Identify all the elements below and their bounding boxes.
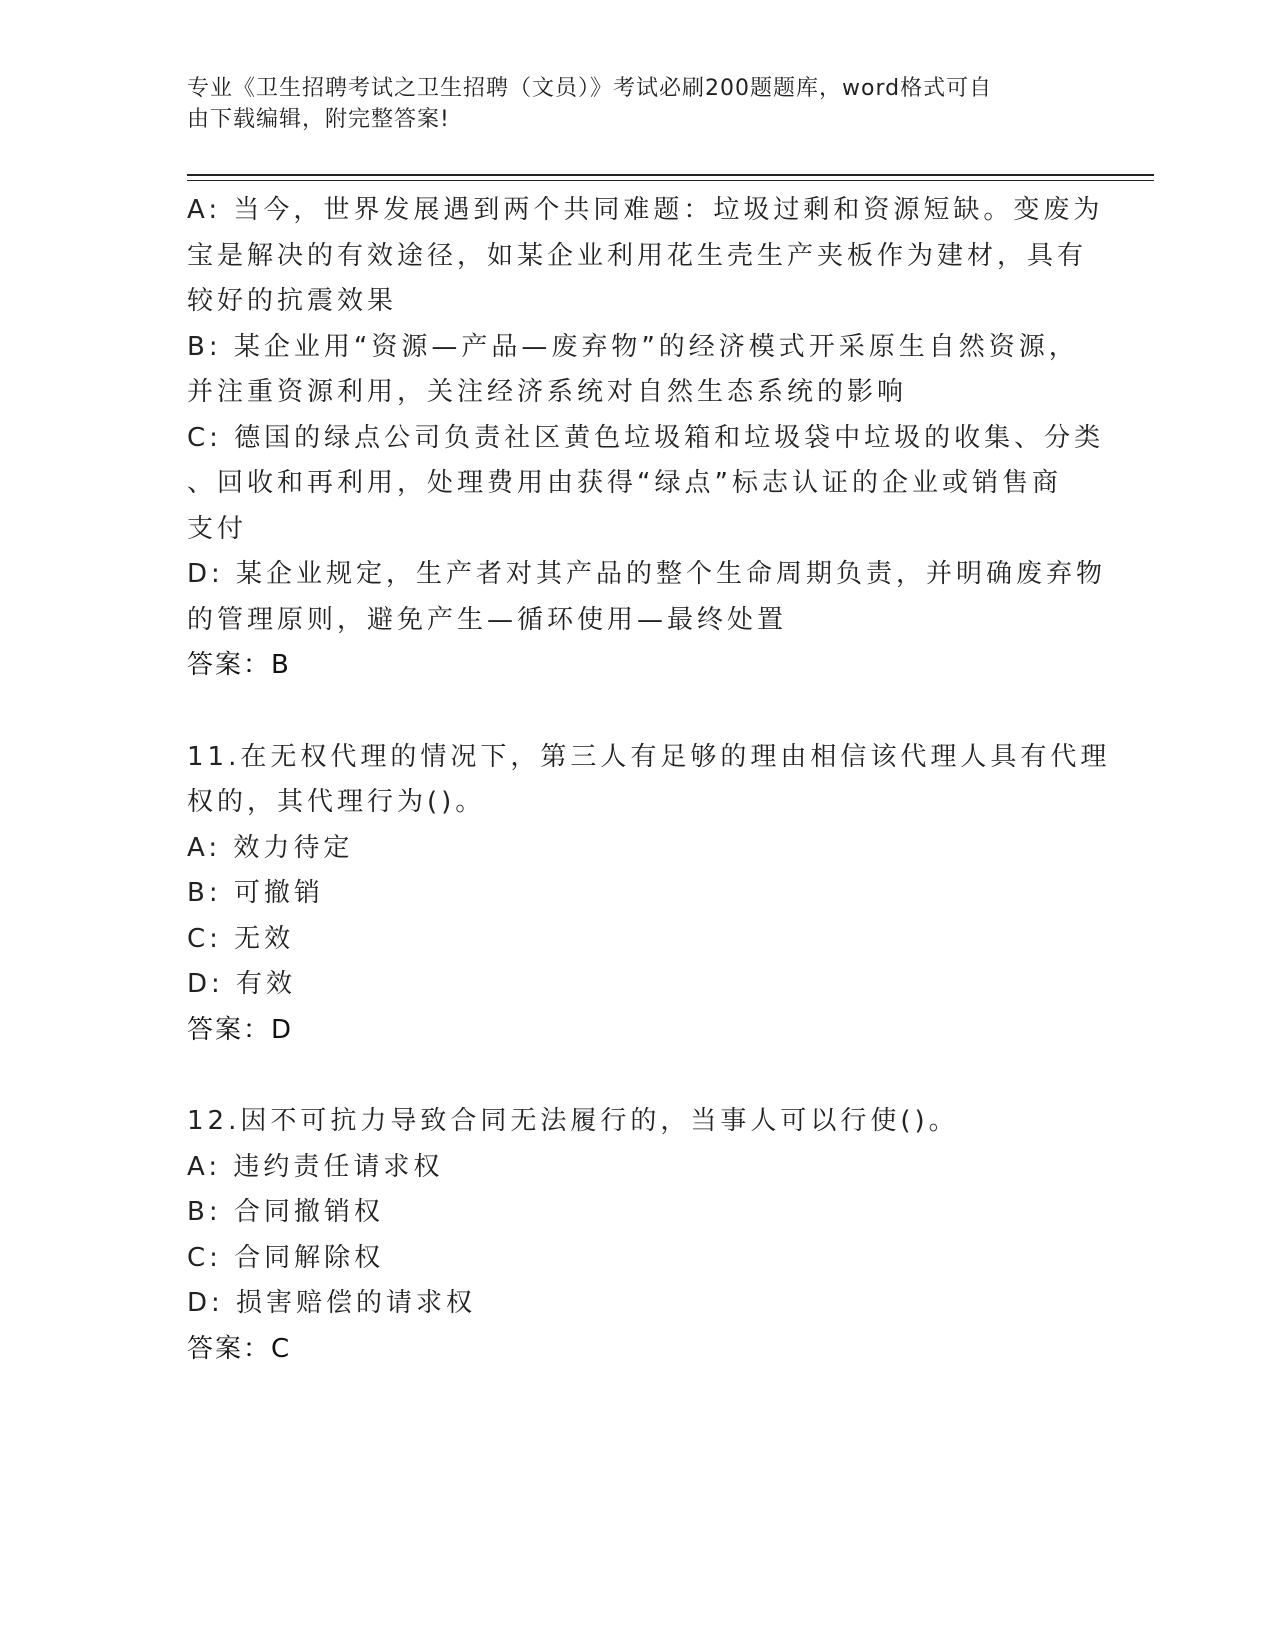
- option-b-line-1: B: 某企业用“资源—产品—废弃物”的经济模式开采原生自然资源，: [187, 331, 1079, 362]
- option-d-line-1: D: 某企业规定，生产者对其产品的整个生命周期负责，并明确废弃物: [187, 559, 1107, 589]
- header-rule-thin: [187, 180, 1154, 181]
- question-12-option-d: D: 损害赔偿的请求权: [187, 1288, 477, 1318]
- question-11: [187, 735, 1111, 1054]
- question-12-answer: 答案：C: [187, 1333, 292, 1364]
- option-a-line-3: 较好的抗震效果: [187, 286, 398, 316]
- question-11-option-b: B: 可撤销: [187, 878, 324, 908]
- option-c-line-1: C: 德国的绿点公司负责社区黄色垃圾箱和垃圾袋中垃圾的收集、分类: [187, 422, 1105, 453]
- spacer: [187, 689, 1077, 735]
- header-line-2: 由下载编辑，附完整答案!: [187, 107, 450, 132]
- option-a-line-1: A: 当今，世界发展遇到两个共同难题：垃圾过剩和资源短缺。变废为: [187, 195, 1104, 225]
- question-12: [187, 1099, 1077, 1372]
- option-c-line-2: 、回收和再利用，处理费用由获得“绿点”标志认证的企业或销售商: [187, 468, 1062, 498]
- question-11-answer: 答案：D: [187, 1014, 294, 1045]
- spacer: [187, 1053, 1077, 1099]
- option-d-line-2: 的管理原则，避免产生—循环使用—最终处置: [187, 604, 788, 635]
- header-rule-thick: [187, 174, 1154, 176]
- option-c-line-3: 支付: [187, 513, 248, 544]
- question-11-text-line-2: 权的，其代理行为()。: [187, 787, 486, 817]
- document-body: [187, 188, 1111, 1372]
- question-12-option-c: C: 合同解除权: [187, 1242, 385, 1273]
- question-10-answer: 答案：B: [187, 650, 291, 680]
- option-b-line-2: 并注重资源利用，关注经济系统对自然生态系统的影响: [187, 377, 908, 407]
- header-line-1: 专业《卫生招聘考试之卫生招聘（文员）》考试必刷200题题库，word格式可自: [187, 76, 993, 101]
- question-11-text-line-1: 11.在无权代理的情况下，第三人有足够的理由相信该代理人具有代理: [187, 741, 1111, 772]
- question-11-option-c: C: 无效: [187, 923, 295, 954]
- option-a-line-2: 宝是解决的有效途径，如某企业利用花生壳生产夹板作为建材，具有: [187, 240, 1088, 271]
- question-12-text: 12.因不可抗力导致合同无法履行的，当事人可以行使()。: [187, 1106, 959, 1136]
- question-10-options: [187, 188, 1107, 689]
- document-header: [187, 73, 1067, 135]
- question-12-option-b: B: 合同撤销权: [187, 1197, 384, 1227]
- question-11-option-d: D: 有效: [187, 969, 297, 999]
- question-11-option-a: A: 效力待定: [187, 832, 354, 863]
- question-12-option-a: A: 违约责任请求权: [187, 1151, 444, 1182]
